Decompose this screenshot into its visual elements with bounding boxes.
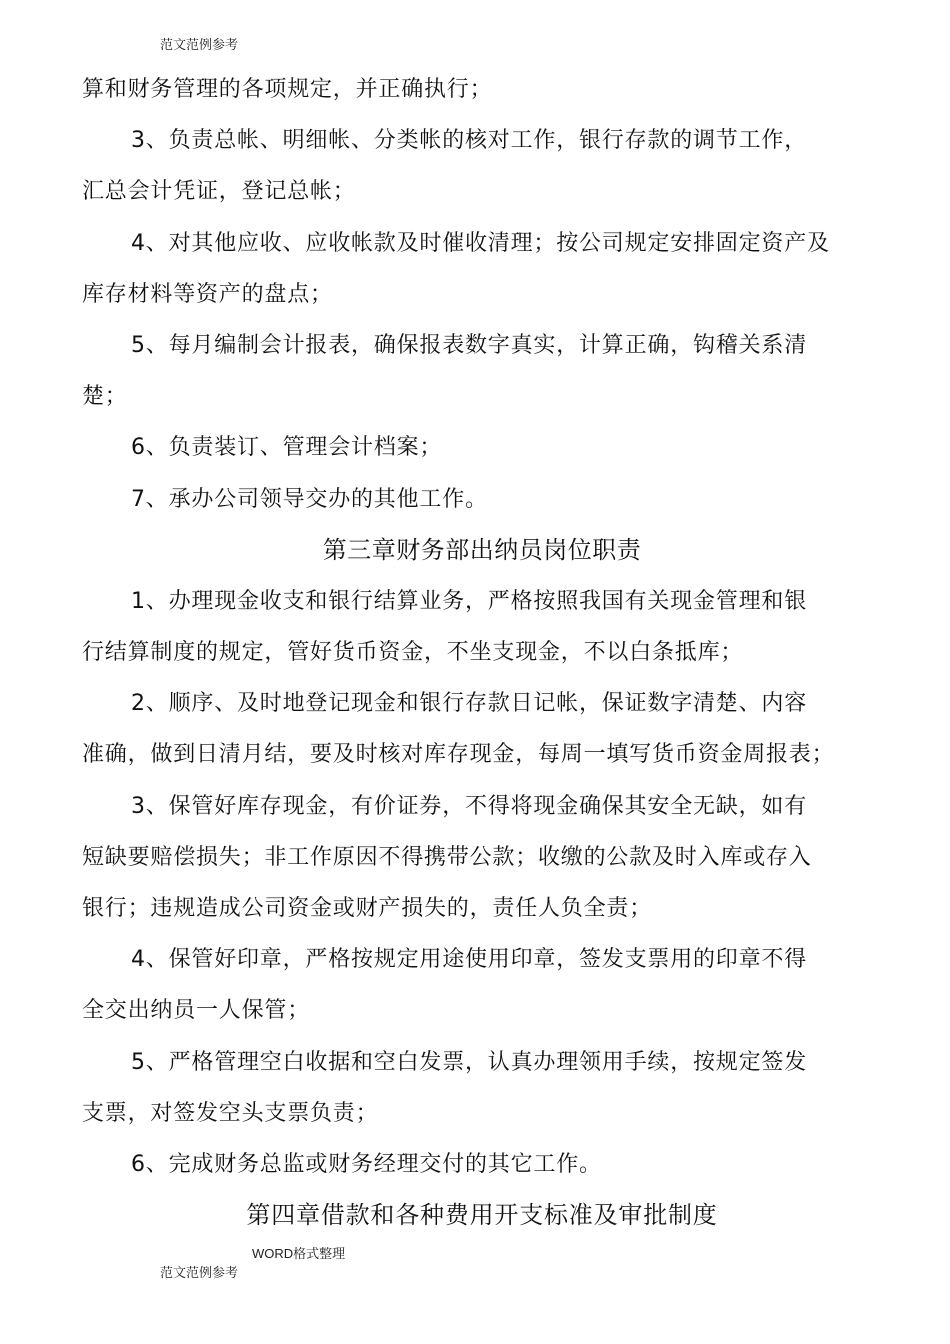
paragraph-line: 7、承办公司领导交办的其他工作。 (131, 486, 488, 512)
paragraph-line: 库存材料等资产的盘点； (82, 281, 333, 307)
paragraph-line: 6、完成财务总监或财务经理交付的其它工作。 (131, 1151, 602, 1177)
document-body (82, 64, 882, 1241)
paragraph-line: 算和财务管理的各项规定，并正确执行； (82, 77, 493, 102)
footer-note: 范文范例参考 (160, 1266, 239, 1281)
paragraph-line: 支票，对签发空头支票负责； (82, 1100, 379, 1126)
paragraph-line: 短缺要赔偿损失；非工作原因不得携带公款；收缴的公款及时入库或存入 (82, 844, 812, 870)
paragraph-line: 准确，做到日清月结，要及时核对库存现金，每周一填写货币资金周报表； (82, 742, 835, 768)
paragraph-line: 4、保管好印章，严格按规定用途使用印章，签发支票用的印章不得 (131, 947, 807, 973)
paragraph-line: 3、保管好库存现金，有价证券，不得将现金确保其安全无缺，如有 (131, 793, 807, 819)
chapter-3-heading: 第三章财务部出纳员岗位职责 (322, 535, 642, 564)
paragraph-line: 汇总会计凭证，登记总帐； (82, 179, 356, 205)
paragraph-line: 5、严格管理空白收据和空白发票，认真办理领用手续，按规定签发 (131, 1049, 807, 1075)
footer-word-label: WORD格式整理 (252, 1246, 346, 1261)
paragraph-line: 行结算制度的规定，管好货币资金，不坐支现金，不以白条抵库； (82, 640, 744, 666)
paragraph-line: 全交出纳员一人保管； (82, 998, 311, 1024)
paragraph-line: 银行；违规造成公司资金或财产损失的，责任人负全责； (82, 896, 653, 921)
paragraph-line: 5、每月编制会计报表，确保报表数字真实，计算正确，钩稽关系清 (131, 332, 807, 358)
paragraph-line: 1、办理现金收支和银行结算业务，严格按照我国有关现金管理和银 (131, 588, 807, 614)
paragraph-line: 6、负责装订、管理会计档案； (131, 435, 443, 461)
paragraph-line: 2、顺序、及时地登记现金和银行存款日记帐，保证数字清楚、内容 (131, 691, 807, 717)
paragraph-line: 4、对其他应收、应收帐款及时催收清理；按公司规定安排固定资产及 (131, 230, 830, 256)
header-note: 范文范例参考 (160, 38, 239, 53)
paragraph-line: 楚； (82, 384, 128, 410)
paragraph-line: 3、负责总帐、明细帐、分类帐的核对工作，银行存款的调节工作， (131, 128, 807, 154)
chapter-4-heading: 第四章借款和各种费用开支标准及审批制度 (246, 1201, 718, 1230)
